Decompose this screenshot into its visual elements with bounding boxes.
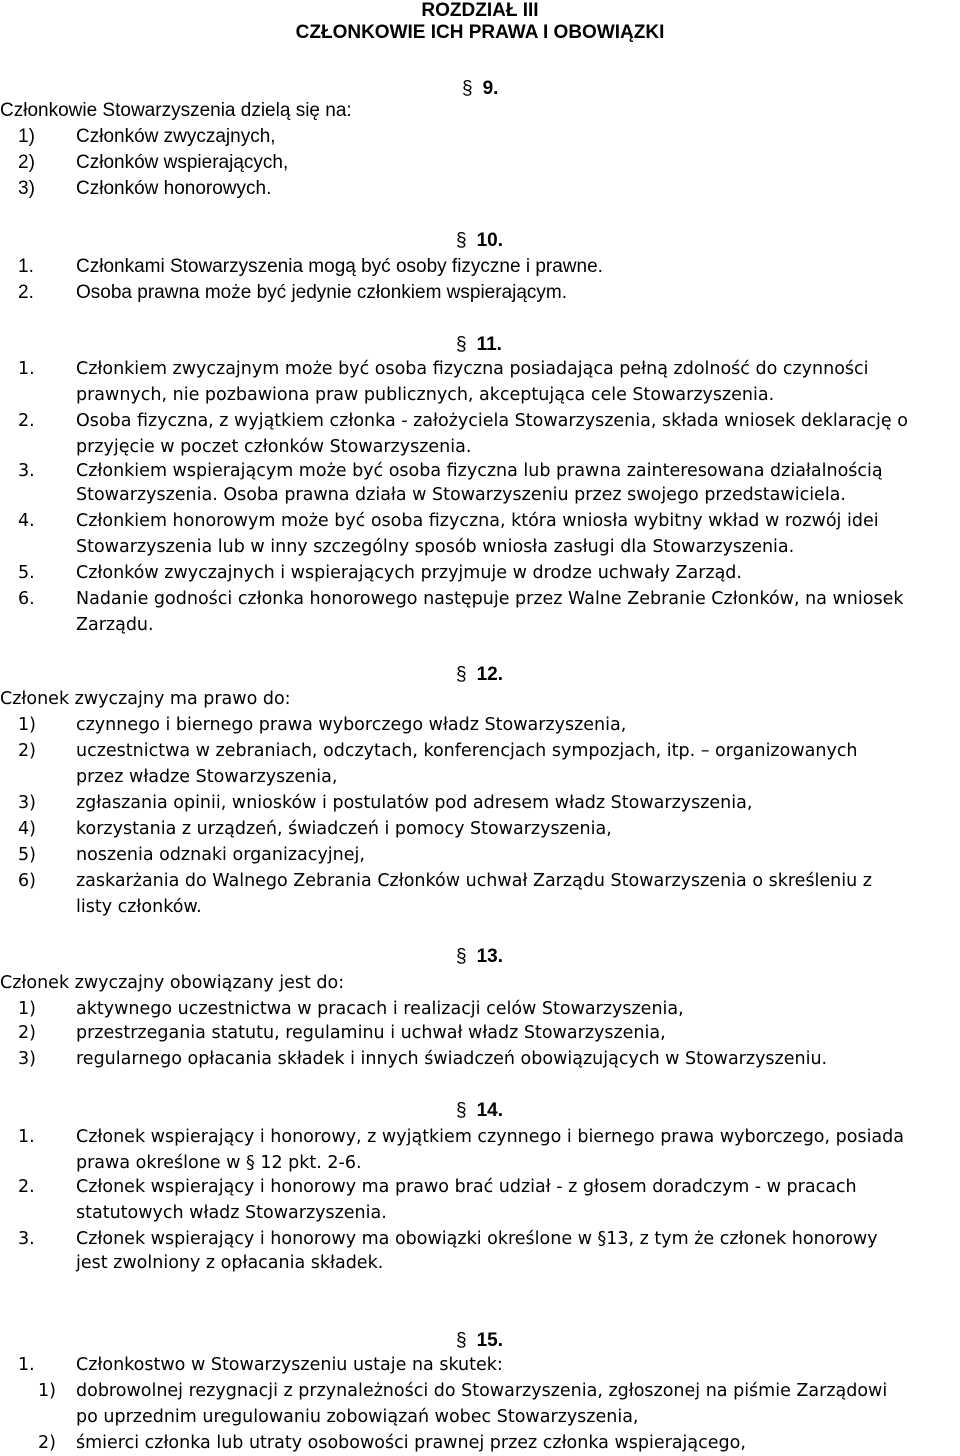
list-item-continuation: listy członków. <box>76 897 202 917</box>
list-item-number: 3) <box>18 793 36 813</box>
chapter-subtitle: CZŁONKOWIE ICH PRAWA I OBOWIĄZKI <box>295 22 665 43</box>
list-item <box>0 588 960 610</box>
list-item-text: przestrzegania statutu, regulaminu i uchwał władz Stowarzyszenia, <box>76 1023 666 1043</box>
list-item-continuation: przez władze Stowarzyszenia, <box>76 767 338 787</box>
list-item-number: 5) <box>18 845 36 865</box>
list-item-text: aktywnego uczestnictwa w pracach i realizacji celów Stowarzyszenia, <box>76 999 684 1019</box>
list-item-text: Członek wspierający i honorowy, z wyjątkiem czynnego i biernego prawa wyborczego, posiada <box>76 1127 904 1147</box>
list-item-number: 2. <box>18 1177 35 1197</box>
list-item-text: Nadanie godności członka honorowego następuje przez Walne Zebranie Członków, na wniosek <box>76 589 904 609</box>
list-item-continuation: statutowych władz Stowarzyszenia. <box>76 1203 387 1223</box>
list-item-text: Osoba prawna może być jedynie członkiem wspierającym. <box>76 282 568 303</box>
chapter-title: ROZDZIAŁ III <box>421 0 539 21</box>
list-item-text: Członków zwyczajnych i wspierających przyjmuje w drodze uchwały Zarząd. <box>76 563 742 583</box>
section-heading-9 <box>462 78 498 100</box>
list-item <box>0 358 960 380</box>
list-item <box>0 1048 960 1070</box>
list-item <box>0 1022 960 1044</box>
section-number: 10. <box>476 230 503 251</box>
list-item-number: 6) <box>18 871 36 891</box>
list-item-number: 3. <box>18 1229 35 1249</box>
list-item <box>0 460 960 482</box>
list-item-continuation: przyjęcie w poczet członków Stowarzyszenia. <box>76 437 472 457</box>
list-item <box>0 282 960 304</box>
section-number: 9. <box>482 78 499 99</box>
list-item <box>0 844 960 866</box>
list-item <box>0 1228 960 1250</box>
section-heading-15 <box>456 1330 503 1352</box>
list-item-continuation: Stowarzyszenia lub w inny szczególny sposób wniosła zasługi dla Stowarzyszenia. <box>76 537 795 557</box>
list-item <box>0 126 960 148</box>
section-number: 13. <box>476 946 503 967</box>
list-item <box>0 1354 960 1376</box>
list-item <box>0 818 960 840</box>
section-symbol: § <box>456 1330 467 1351</box>
list-item <box>0 998 960 1020</box>
section-symbol: § <box>456 334 467 355</box>
section-intro: Członek zwyczajny obowiązany jest do: <box>0 973 345 993</box>
list-item <box>0 510 960 532</box>
list-item-text: korzystania z urządzeń, świadczeń i pomocy Stowarzyszenia, <box>76 819 612 839</box>
list-item <box>0 152 960 174</box>
section-heading-12 <box>456 664 503 686</box>
list-subitem-continuation: po uprzednim uregulowaniu zobowiązań wobec Stowarzyszenia, <box>76 1407 639 1427</box>
section-symbol: § <box>456 1100 467 1121</box>
section-symbol: § <box>456 230 467 251</box>
list-subitem-text: śmierci członka lub utraty osobowości prawnej przez członka wspierającego, <box>76 1433 746 1453</box>
list-item-text: Członkami Stowarzyszenia mogą być osoby fizyczne i prawne. <box>76 256 603 277</box>
list-item-number: 1) <box>18 999 36 1019</box>
list-item-number: 1. <box>18 1127 35 1147</box>
list-item <box>0 562 960 584</box>
section-intro: Członkowie Stowarzyszenia dzielą się na: <box>0 100 352 121</box>
list-item-number: 3. <box>18 461 35 481</box>
list-item-number: 3) <box>18 1049 36 1069</box>
list-item-number: 1. <box>18 256 34 277</box>
list-item <box>0 870 960 892</box>
section-number: 12. <box>476 664 503 685</box>
list-item-number: 2. <box>18 411 35 431</box>
list-item-number: 2) <box>18 152 35 173</box>
list-item-continuation: Stowarzyszenia. Osoba prawna działa w Stowarzyszeniu przez swojego przedstawiciela. <box>76 485 846 505</box>
list-item <box>0 1176 960 1198</box>
section-heading-13 <box>456 946 503 968</box>
list-item-number: 1) <box>18 126 35 147</box>
section-heading-14 <box>456 1100 503 1122</box>
section-symbol: § <box>456 946 467 967</box>
list-item-text: uczestnictwa w zebraniach, odczytach, konferencjach sympozjach, itp. – organizowanych <box>76 741 858 761</box>
list-item-continuation: prawa określone w § 12 pkt. 2-6. <box>76 1153 362 1173</box>
list-item-number: 1. <box>18 1355 35 1375</box>
list-item <box>0 714 960 736</box>
list-item-text: Członków zwyczajnych, <box>76 126 276 147</box>
section-symbol: § <box>462 78 473 99</box>
section-symbol: § <box>456 664 467 685</box>
list-item-text: czynnego i biernego prawa wyborczego władz Stowarzyszenia, <box>76 715 627 735</box>
list-item <box>0 178 960 200</box>
list-item <box>0 256 960 278</box>
list-item-number: 4. <box>18 511 35 531</box>
list-item-text: Członkiem honorowym może być osoba fizyczna, która wniosła wybitny wkład w rozwój idei <box>76 511 879 531</box>
list-item-continuation: jest zwolniony z opłacania składek. <box>76 1253 384 1273</box>
list-item-number: 1) <box>18 715 36 735</box>
list-item-text: Członek wspierający i honorowy ma prawo brać udział - z głosem doradczym - w pracach <box>76 1177 857 1197</box>
list-item <box>0 792 960 814</box>
list-item <box>0 740 960 762</box>
list-item-text: noszenia odznaki organizacyjnej, <box>76 845 365 865</box>
list-item-number: 1. <box>18 359 35 379</box>
list-subitem-number: 2) <box>38 1433 56 1453</box>
list-item-text: Członków wspierających, <box>76 152 289 173</box>
list-subitem-text: dobrowolnej rezygnacji z przynależności do Stowarzyszenia, zgłoszonej na piśmie Zarządowi <box>76 1381 888 1401</box>
list-item-text: regularnego opłacania składek i innych świadczeń obowiązujących w Stowarzyszeniu. <box>76 1049 828 1069</box>
list-item-number: 6. <box>18 589 35 609</box>
list-item-text: Członkiem wspierającym może być osoba fizyczna lub prawna zainteresowana działalnością <box>76 461 883 481</box>
list-subitem <box>0 1432 960 1454</box>
list-item <box>0 410 960 432</box>
section-number: 14. <box>476 1100 503 1121</box>
list-item-text: Członkiem zwyczajnym może być osoba fizyczna posiadająca pełną zdolność do czynności <box>76 359 869 379</box>
list-item-text: Członek wspierający i honorowy ma obowiązki określone w §13, z tym że członek honorowy <box>76 1229 878 1249</box>
section-number: 15. <box>476 1330 503 1351</box>
list-item-text: Członków honorowych. <box>76 178 272 199</box>
list-item-text: Członkostwo w Stowarzyszeniu ustaje na skutek: <box>76 1355 503 1375</box>
list-item-text: zgłaszania opinii, wniosków i postulatów pod adresem władz Stowarzyszenia, <box>76 793 753 813</box>
list-item-number: 2) <box>18 1023 36 1043</box>
list-item-text: Osoba fizyczna, z wyjątkiem członka - założyciela Stowarzyszenia, składa wniosek deklarację o <box>76 411 908 431</box>
list-subitem-number: 1) <box>38 1381 56 1401</box>
list-item <box>0 1126 960 1148</box>
list-item-number: 4) <box>18 819 36 839</box>
list-item-number: 2. <box>18 282 34 303</box>
section-number: 11. <box>476 334 502 355</box>
list-item-continuation: prawnych, nie pozbawiona praw publicznych, akceptująca cele Stowarzyszenia. <box>76 385 775 405</box>
list-item-number: 5. <box>18 563 35 583</box>
section-intro: Członek zwyczajny ma prawo do: <box>0 689 291 709</box>
list-item-number: 3) <box>18 178 35 199</box>
list-subitem <box>0 1380 960 1402</box>
section-heading-10 <box>456 230 503 252</box>
list-item-continuation: Zarządu. <box>76 615 154 635</box>
list-item-text: zaskarżania do Walnego Zebrania Członków uchwał Zarządu Stowarzyszenia o skreśleniu z <box>76 871 872 891</box>
list-item-number: 2) <box>18 741 36 761</box>
section-heading-11 <box>456 334 502 356</box>
